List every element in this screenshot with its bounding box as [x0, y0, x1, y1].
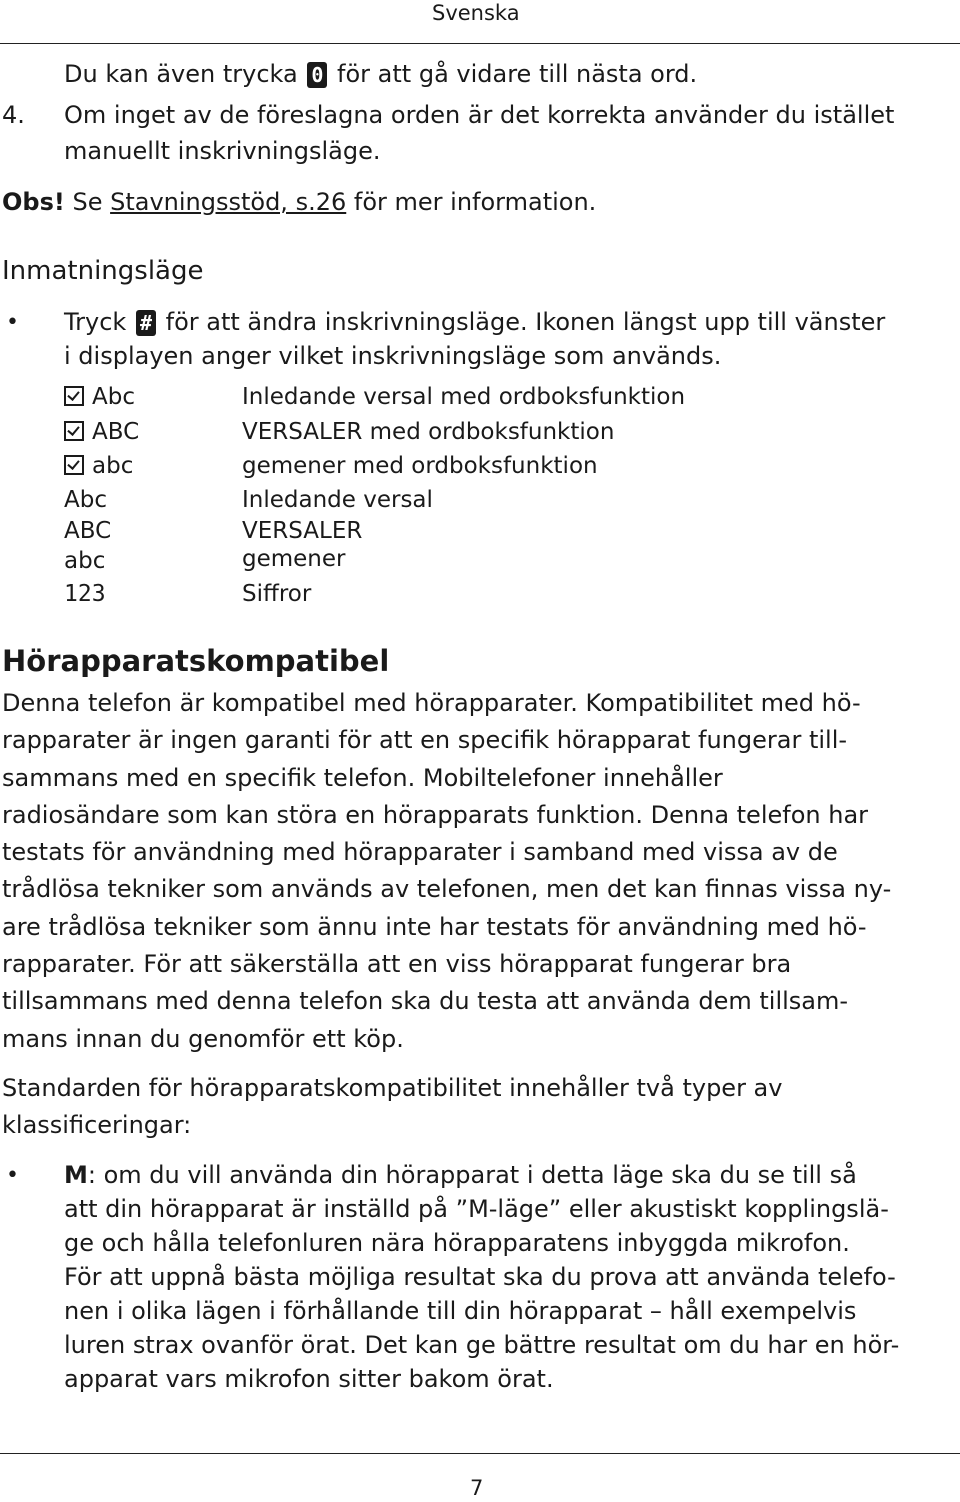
intro-text-pre: Du kan även trycka: [64, 60, 298, 88]
header-divider: [0, 43, 960, 44]
hearing-aid-heading: Hörapparatskompatibel: [2, 644, 390, 678]
m-line: luren strax ovanför örat. Det kan ge bättre resultat om du har en hör-: [64, 1331, 900, 1359]
m-line: ge och hålla telefonluren nära hörapparatens inbyggda mikrofon.: [64, 1229, 850, 1257]
bullet-icon: •: [6, 310, 19, 335]
standard-paragraph: [2, 1070, 782, 1144]
paragraph-line: rapparater. För att säkerställa att en viss hörapparat fungerar bra: [2, 950, 792, 979]
paragraph-line: Denna telefon är kompatibel med hörapparater. Kompatibilitet med hö-: [2, 689, 861, 717]
paragraph-line: tillsammans med denna telefon ska du testa att använda dem tillsam-: [2, 987, 849, 1016]
key-hash-icon: #: [136, 310, 156, 336]
m-line: apparat vars mikrofon sitter bakom örat.: [64, 1365, 554, 1393]
mode-desc: gemener: [242, 546, 346, 572]
bullet-icon: •: [6, 1163, 19, 1188]
obs-label: Obs!: [2, 188, 65, 216]
paragraph-line: trådlösa tekniker som används av telefonen, men det kan finnas vissa ny-: [2, 875, 892, 904]
mode-row: [64, 382, 135, 412]
footer-divider: [0, 1453, 960, 1454]
mode-code: abc: [64, 548, 106, 574]
paragraph-line: mans innan du genomför ett köp.: [2, 1024, 404, 1053]
step-text-line2: manuellt inskrivningsläge.: [64, 137, 381, 165]
mode-code: Abc: [64, 487, 107, 513]
step-text-line1: Om inget av de föreslagna orden är det korrekta använder du istället: [64, 101, 895, 129]
input-mode-line2: i displayen anger vilket inskrivningsläge som används.: [64, 342, 722, 370]
dictionary-checkbox-icon: [64, 455, 84, 475]
paragraph-line: are trådlösa tekniker som ännu inte har testats för användning med hö-: [2, 912, 867, 941]
obs-text-pre: Se: [72, 188, 103, 216]
mode-desc: Inledande versal med ordboksfunktion: [242, 384, 686, 410]
mode-code: abc: [92, 453, 134, 479]
mode-desc: VERSALER: [242, 518, 363, 544]
m-line: För att uppnå bästa möjliga resultat ska du prova att använda telefo-: [64, 1263, 896, 1291]
mode-desc: gemener med ordboksfunktion: [242, 453, 598, 479]
paragraph-line: rapparater är ingen garanti för att en specifik hörapparat fungerar till-: [2, 726, 848, 755]
paragraph-line: Standarden för hörapparatskompatibilitet innehåller två typer av: [2, 1074, 783, 1102]
key-0-icon: 0: [307, 62, 327, 88]
dictionary-checkbox-icon: [64, 386, 84, 406]
mode-row: [64, 451, 133, 481]
mode-code: ABC: [64, 518, 112, 544]
paragraph-line: radiosändare som kan störa en hörapparats funktion. Denna telefon har: [2, 800, 869, 829]
mode-desc: VERSALER med ordboksfunktion: [242, 419, 615, 445]
mode-code: Abc: [92, 384, 135, 410]
m-line-text: : om du vill använda din hörapparat i detta läge ska du se till så: [87, 1161, 857, 1189]
m-line: [64, 1158, 899, 1192]
m-line: att din hörapparat är inställd på ”M-läge” eller akustiskt kopplingslä-: [64, 1195, 889, 1223]
step-number: 4.: [2, 101, 25, 129]
input-mode-text-post: för att ändra inskrivningsläge. Ikonen längst upp till vänster: [165, 308, 886, 336]
page-number: 7: [470, 1476, 484, 1500]
spelling-help-link[interactable]: Stavningsstöd, s.26: [110, 188, 347, 216]
input-mode-line1: [64, 306, 885, 338]
paragraph-line: klassificeringar:: [2, 1111, 192, 1139]
mode-desc: Inledande versal: [242, 487, 433, 513]
intro-text-post: för att gå vidare till nästa ord.: [337, 60, 698, 88]
intro-line: [64, 58, 697, 90]
mode-code: 123: [64, 581, 106, 607]
m-line: nen i olika lägen i förhållande till din hörapparat – håll exempelvis: [64, 1297, 857, 1325]
header-language: Svenska: [432, 1, 520, 25]
m-label: M: [64, 1161, 88, 1189]
paragraph-line: sammans med en specifik telefon. Mobiltelefoner innehåller: [2, 763, 723, 792]
mode-code: ABC: [92, 419, 140, 445]
input-mode-heading: Inmatningsläge: [2, 256, 204, 286]
mode-desc: Siffror: [242, 581, 312, 607]
paragraph-line: testats för användning med hörapparater i samband med vissa av de: [2, 838, 838, 867]
dictionary-checkbox-icon: [64, 421, 84, 441]
obs-note: [2, 186, 596, 218]
mode-row: [64, 417, 139, 447]
input-mode-text-pre: Tryck: [64, 308, 127, 336]
hearing-aid-paragraph: [2, 685, 958, 1058]
obs-text-post: för mer information.: [353, 188, 597, 216]
m-classification: [64, 1158, 899, 1396]
